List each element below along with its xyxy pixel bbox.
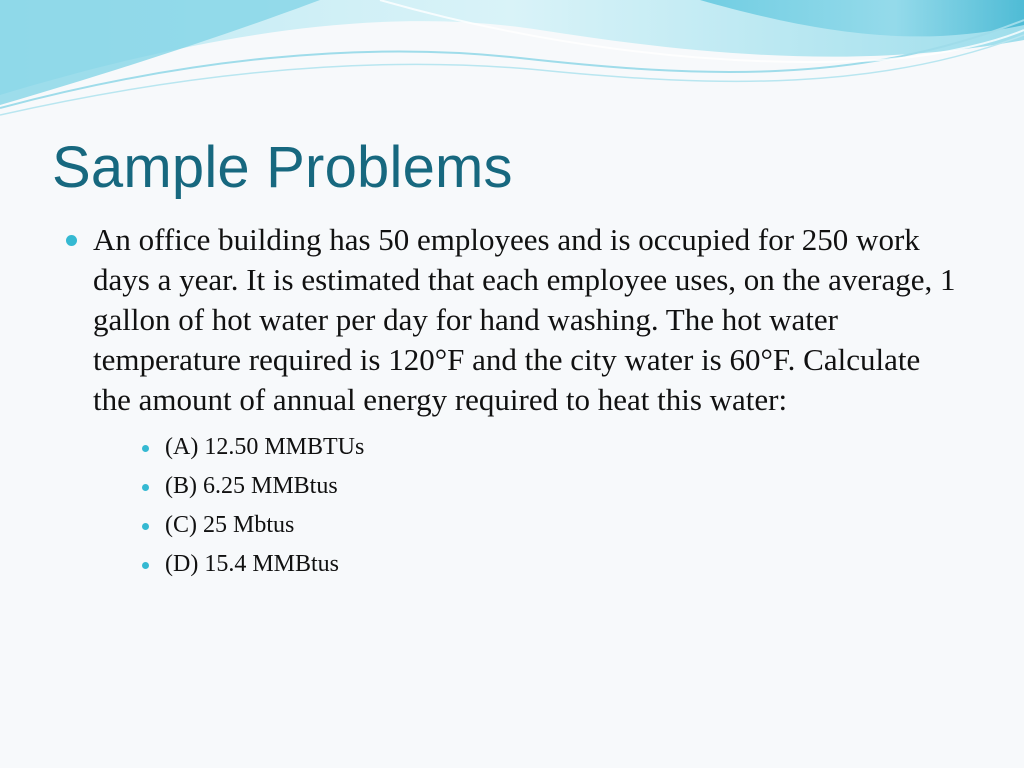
problem-list — [60, 220, 960, 584]
bullet-icon — [142, 445, 149, 452]
answer-choice-label: (D) 15.4 MMBtus — [165, 551, 340, 577]
answer-choice-label: (A) 12.50 MMBTUs — [165, 434, 365, 460]
answer-choice-c — [133, 506, 960, 545]
wave-band-deep — [0, 0, 320, 105]
answer-choice-d — [133, 545, 960, 584]
wave-header-decoration — [0, 0, 1024, 120]
answer-choice-a — [133, 428, 960, 467]
bullet-icon — [142, 562, 149, 569]
answer-choice-b — [133, 467, 960, 506]
answer-choices — [93, 428, 960, 584]
problem-text: An office building has 50 employees and is occupied for 250 work days a year. It is estimated that each employee uses, on the average, 1 gallon of hot water per day for hand washing. The hot water temperature required is 120°F and the city water is 60°F. Calculate the amount of annual energy required to heat this water: — [93, 222, 956, 417]
problem-statement — [60, 220, 960, 584]
slide-title: Sample Problems — [52, 135, 513, 200]
answer-choice-label: (B) 6.25 MMBtus — [165, 473, 338, 499]
bullet-icon — [142, 523, 149, 530]
answer-choice-label: (C) 25 Mbtus — [165, 512, 295, 538]
bullet-icon — [142, 484, 149, 491]
bullet-icon — [66, 235, 77, 246]
